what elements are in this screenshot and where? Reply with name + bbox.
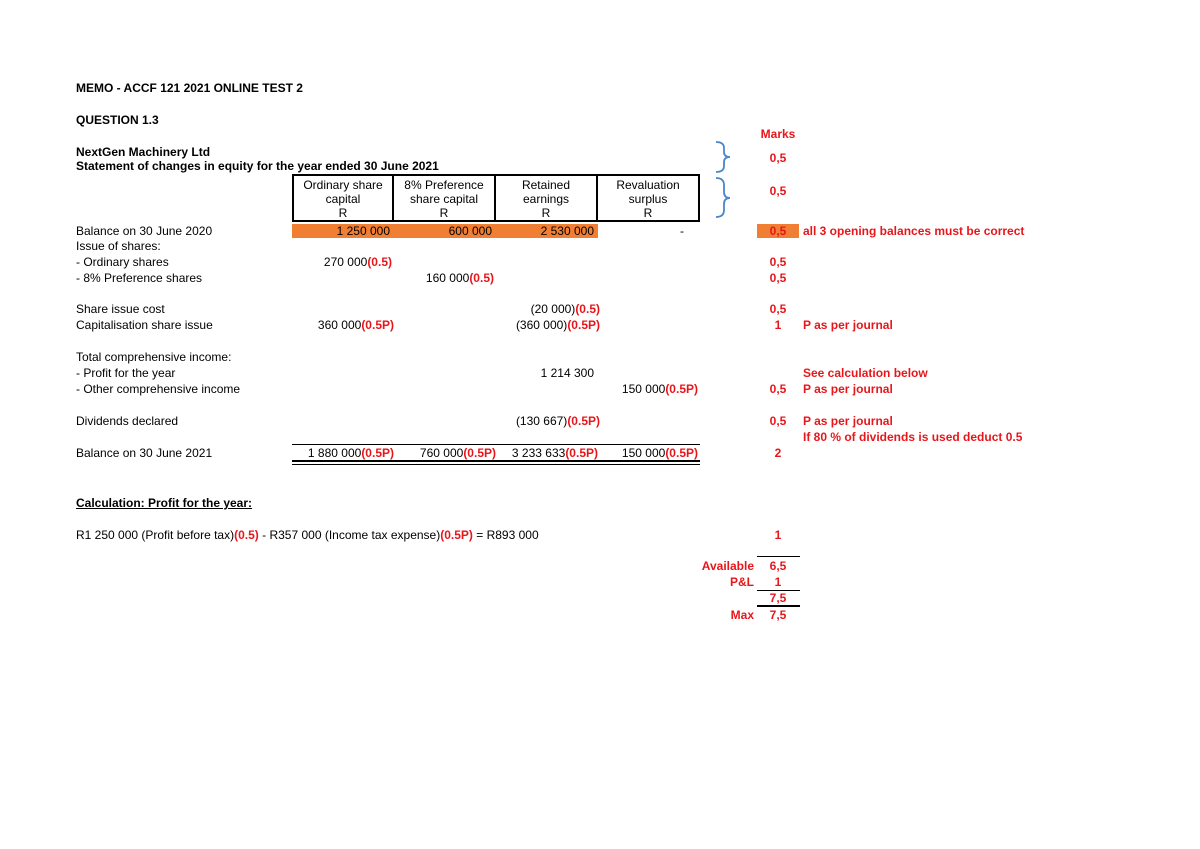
column-header-line: share capital (409, 192, 479, 206)
profit-note: See calculation below (803, 366, 928, 380)
max-value: 7,5 (769, 608, 787, 622)
company-name: NextGen Machinery Ltd (76, 145, 211, 159)
amount-mark-tag: (0.5) (469, 271, 494, 285)
available-label: Available (701, 559, 754, 573)
profit-amount: 1 214 300 (540, 366, 594, 380)
pl-label: P&L (730, 575, 754, 589)
dividends-note: P as per journal (803, 414, 893, 428)
statement-title: Statement of changes in equity for the year ended 30 June 2021 (76, 159, 439, 173)
issue-cost-amount (480, 302, 600, 316)
column-header-line: Ordinary share (303, 178, 383, 192)
available-value: 6,5 (769, 559, 787, 573)
column-header-line: earnings (522, 192, 570, 206)
capitalisation-mark: 1 (774, 318, 782, 332)
calculation-text: - R357 000 (Income tax expense) (258, 528, 441, 542)
header-mark-1: 0,5 (769, 151, 787, 165)
amount-value: 150 000 (621, 382, 666, 396)
preference-mark: 0,5 (769, 271, 787, 285)
column-header-retained (496, 174, 598, 222)
closing-retained (498, 446, 598, 460)
oci-mark: 0,5 (769, 382, 787, 396)
opening-mark: 0,5 (769, 224, 787, 238)
header-mark-2: 0,5 (769, 184, 787, 198)
amount-mark-tag: (0.5P) (665, 446, 698, 460)
calculation-heading: Calculation: Profit for the year: (76, 496, 253, 510)
oci-note: P as per journal (803, 382, 893, 396)
amount-mark-tag: (0.5P) (361, 446, 394, 460)
closing-mark: 2 (774, 446, 782, 460)
ordinary-mark: 0,5 (769, 255, 787, 269)
amount-mark-tag: (0.5) (575, 302, 600, 316)
amount-value: (130 667) (515, 414, 568, 428)
row-label-issue-cost: Share issue cost (76, 302, 165, 316)
amount-value: 760 000 (419, 446, 464, 460)
capitalisation-note: P as per journal (803, 318, 893, 332)
column-header-line: R (643, 206, 653, 220)
amount-value: (360 000) (515, 318, 568, 332)
preference-issue-amount (394, 271, 494, 285)
column-header-ordinary (292, 174, 394, 222)
row-label-preference: - 8% Preference shares (76, 271, 203, 285)
column-header-line: R (338, 206, 348, 220)
calculation-mark: 1 (774, 528, 782, 542)
opening-ordinary: 1 250 000 (336, 224, 390, 238)
row-label-issue: Issue of shares: (76, 239, 161, 253)
column-header-line: surplus (628, 192, 668, 206)
ordinary-issue-amount (292, 255, 392, 269)
question-label: QUESTION 1.3 (76, 113, 159, 127)
capitalisation-ordinary (280, 318, 394, 332)
row-label-capitalisation: Capitalisation share issue (76, 318, 213, 332)
issue-cost-mark: 0,5 (769, 302, 787, 316)
dividends-note-2: If 80 % of dividends is used deduct 0.5 (803, 430, 1023, 444)
amount-value: 3 233 633 (511, 446, 566, 460)
column-header-line: R (541, 206, 551, 220)
dividends-amount (480, 414, 600, 428)
marks-header: Marks (760, 127, 796, 141)
closing-ordinary (290, 446, 394, 460)
max-label: Max (730, 608, 754, 622)
row-label-tci: Total comprehensive income: (76, 350, 232, 364)
column-header-line: Retained (521, 178, 571, 192)
calculation-mark-tag: (0.5P) (440, 528, 473, 542)
closing-double-rule (292, 460, 700, 462)
row-label-oci: - Other comprehensive income (76, 382, 241, 396)
amount-value: 160 000 (425, 271, 470, 285)
oci-amount (578, 382, 698, 396)
closing-double-rule-lower (292, 464, 700, 465)
totals-top-rule (757, 556, 800, 557)
row-label-ordinary: - Ordinary shares (76, 255, 169, 269)
column-header-line: R (439, 206, 449, 220)
amount-value: 270 000 (323, 255, 368, 269)
calculation-text: R1 250 000 (Profit before tax) (76, 528, 235, 542)
amount-value: 1 880 000 (307, 446, 362, 460)
column-header-revaluation (598, 174, 700, 222)
dividends-mark: 0,5 (769, 414, 787, 428)
capitalisation-retained (480, 318, 600, 332)
closing-revaluation (598, 446, 698, 460)
amount-mark-tag: (0.5P) (567, 318, 600, 332)
amount-mark-tag: (0.5) (367, 255, 392, 269)
opening-revaluation: - (680, 224, 684, 238)
opening-retained: 2 530 000 (540, 224, 594, 238)
amount-mark-tag: (0.5P) (567, 414, 600, 428)
column-header-line: Revaluation (616, 178, 680, 192)
brace-icon (712, 140, 742, 225)
subtotal-value: 7,5 (769, 591, 787, 605)
row-label-opening: Balance on 30 June 2020 (76, 224, 213, 238)
row-label-profit: - Profit for the year (76, 366, 176, 380)
amount-value: 360 000 (317, 318, 362, 332)
opening-note: all 3 opening balances must be correct (803, 224, 1025, 238)
amount-mark-tag: (0.5P) (463, 446, 496, 460)
column-header-line: capital (325, 192, 361, 206)
calculation-line (76, 528, 539, 542)
amount-mark-tag: (0.5P) (565, 446, 598, 460)
closing-top-rule (292, 444, 700, 445)
amount-value: (20 000) (530, 302, 576, 316)
calculation-text: = R893 000 (472, 528, 539, 542)
amount-mark-tag: (0.5P) (361, 318, 394, 332)
amount-mark-tag: (0.5P) (665, 382, 698, 396)
closing-preference (396, 446, 496, 460)
row-label-closing: Balance on 30 June 2021 (76, 446, 213, 460)
max-rule (757, 605, 800, 607)
column-header-preference (394, 174, 496, 222)
opening-preference: 600 000 (448, 224, 492, 238)
calculation-mark-tag: (0.5) (234, 528, 259, 542)
pl-value: 1 (774, 575, 782, 589)
amount-value: 150 000 (621, 446, 666, 460)
column-header-line: 8% Preference (404, 178, 484, 192)
row-label-dividends: Dividends declared (76, 414, 179, 428)
memo-title: MEMO - ACCF 121 2021 ONLINE TEST 2 (76, 81, 303, 95)
